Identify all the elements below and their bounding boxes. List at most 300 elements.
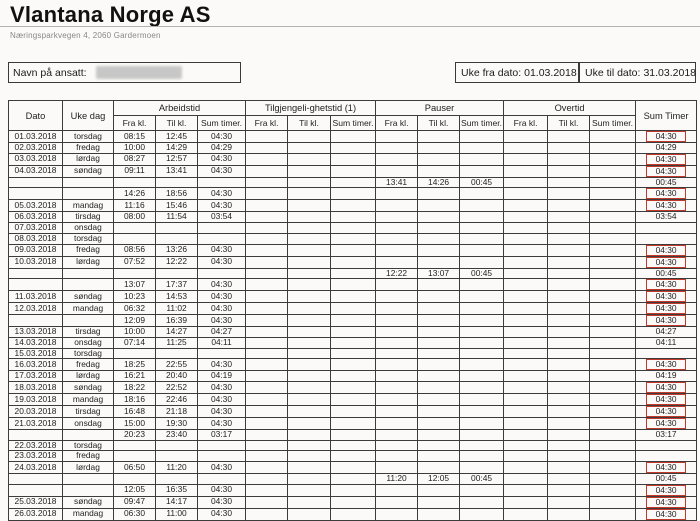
cell-arbeidstid-til: 12:57 — [156, 153, 198, 165]
table-row — [9, 268, 697, 279]
cell-dato: 26.03.2018 — [9, 508, 63, 520]
cell-overtid-sum — [590, 508, 636, 520]
cell-arbeidstid-til: 22:46 — [156, 394, 198, 406]
sum-timer-flag: 04:30 — [646, 291, 686, 302]
cell-arbeidstid-fra: 12:05 — [114, 484, 156, 496]
cell-tilgjengelighetstid-sum — [331, 143, 376, 154]
cell-overtid-til — [548, 315, 590, 327]
cell-overtid-til — [548, 131, 590, 143]
cell-dato: 15.03.2018 — [9, 348, 63, 359]
cell-tilgjengelighetstid-fra — [246, 430, 288, 441]
cell-sum-timer: 00:45 — [636, 177, 697, 188]
cell-pauser-fra: 12:22 — [376, 268, 418, 279]
cell-arbeidstid-til: 21:18 — [156, 406, 198, 418]
cell-overtid-til — [548, 327, 590, 338]
cell-tilgjengelighetstid-sum — [331, 223, 376, 234]
cell-overtid-sum — [590, 244, 636, 256]
cell-tilgjengelighetstid-fra — [246, 233, 288, 244]
cell-tilgjengelighetstid-fra — [246, 200, 288, 212]
cell-arbeidstid-til — [156, 223, 198, 234]
cell-arbeidstid-til: 13:41 — [156, 165, 198, 177]
cell-pauser-sum — [460, 327, 504, 338]
cell-pauser-sum — [460, 440, 504, 451]
cell-pauser-til — [418, 462, 460, 474]
cell-arbeidstid-fra: 10:23 — [114, 291, 156, 303]
cell-pauser-til — [418, 359, 460, 371]
col-header-ukedag: Uke dag — [63, 101, 114, 131]
cell-ukedag: søndag — [63, 291, 114, 303]
cell-overtid-sum — [590, 496, 636, 508]
cell-tilgjengelighetstid-til — [288, 348, 331, 359]
cell-sum-timer — [636, 451, 697, 462]
cell-arbeidstid-fra: 08:56 — [114, 244, 156, 256]
cell-arbeidstid-sum: 04:30 — [198, 406, 246, 418]
cell-tilgjengelighetstid-til — [288, 430, 331, 441]
cell-arbeidstid-fra — [114, 223, 156, 234]
cell-overtid-til — [548, 244, 590, 256]
cell-arbeidstid-sum: 03:54 — [198, 212, 246, 223]
subheader-til: Til kl. — [548, 116, 590, 131]
cell-dato: 12.03.2018 — [9, 303, 63, 315]
cell-arbeidstid-sum: 04:30 — [198, 131, 246, 143]
cell-ukedag: lørdag — [63, 256, 114, 268]
cell-arbeidstid-sum: 04:29 — [198, 143, 246, 154]
cell-tilgjengelighetstid-fra — [246, 131, 288, 143]
cell-tilgjengelighetstid-til — [288, 256, 331, 268]
cell-dato: 16.03.2018 — [9, 359, 63, 371]
cell-pauser-sum — [460, 462, 504, 474]
cell-pauser-fra — [376, 200, 418, 212]
cell-ukedag — [63, 268, 114, 279]
cell-tilgjengelighetstid-fra — [246, 348, 288, 359]
subheader-sum: Sum timer. — [198, 116, 246, 131]
cell-sum-timer: 04:11 — [636, 337, 697, 348]
cell-overtid-til — [548, 451, 590, 462]
cell-pauser-sum — [460, 131, 504, 143]
cell-pauser-til — [418, 291, 460, 303]
cell-arbeidstid-sum: 04:19 — [198, 371, 246, 382]
cell-sum-timer: 00:45 — [636, 474, 697, 485]
cell-tilgjengelighetstid-til — [288, 200, 331, 212]
table-row — [9, 508, 697, 520]
sum-timer-flag: 04:30 — [646, 245, 686, 256]
cell-arbeidstid-fra: 11:16 — [114, 200, 156, 212]
cell-overtid-fra — [504, 337, 548, 348]
cell-tilgjengelighetstid-sum — [331, 177, 376, 188]
cell-ukedag: fredag — [63, 143, 114, 154]
cell-tilgjengelighetstid-til — [288, 153, 331, 165]
cell-tilgjengelighetstid-til — [288, 371, 331, 382]
cell-dato: 08.03.2018 — [9, 233, 63, 244]
cell-pauser-sum — [460, 315, 504, 327]
cell-overtid-sum — [590, 165, 636, 177]
cell-arbeidstid-fra: 12:09 — [114, 315, 156, 327]
cell-arbeidstid-fra: 15:00 — [114, 418, 156, 430]
cell-arbeidstid-sum: 04:30 — [198, 244, 246, 256]
cell-pauser-fra — [376, 327, 418, 338]
subheader-til: Til kl. — [288, 116, 331, 131]
cell-ukedag: torsdag — [63, 233, 114, 244]
cell-arbeidstid-til: 20:40 — [156, 371, 198, 382]
cell-pauser-til — [418, 337, 460, 348]
cell-overtid-fra — [504, 233, 548, 244]
cell-pauser-sum — [460, 348, 504, 359]
cell-overtid-sum — [590, 268, 636, 279]
cell-sum-timer — [636, 484, 697, 496]
cell-arbeidstid-til: 19:30 — [156, 418, 198, 430]
cell-overtid-fra — [504, 474, 548, 485]
cell-arbeidstid-fra: 18:25 — [114, 359, 156, 371]
cell-arbeidstid-sum — [198, 440, 246, 451]
cell-pauser-sum — [460, 496, 504, 508]
cell-tilgjengelighetstid-sum — [331, 382, 376, 394]
table-row — [9, 484, 697, 496]
cell-overtid-fra — [504, 212, 548, 223]
cell-sum-timer — [636, 233, 697, 244]
cell-overtid-til — [548, 348, 590, 359]
cell-arbeidstid-sum: 04:30 — [198, 418, 246, 430]
cell-overtid-sum — [590, 291, 636, 303]
cell-ukedag — [63, 279, 114, 291]
cell-pauser-fra — [376, 143, 418, 154]
cell-pauser-til — [418, 418, 460, 430]
table-row — [9, 394, 697, 406]
cell-pauser-fra — [376, 359, 418, 371]
cell-tilgjengelighetstid-fra — [246, 212, 288, 223]
table-row — [9, 303, 697, 315]
table-row — [9, 430, 697, 441]
cell-pauser-fra — [376, 430, 418, 441]
cell-overtid-fra — [504, 371, 548, 382]
cell-sum-timer — [636, 223, 697, 234]
cell-pauser-sum — [460, 430, 504, 441]
cell-ukedag: lørdag — [63, 462, 114, 474]
cell-tilgjengelighetstid-sum — [331, 268, 376, 279]
cell-overtid-fra — [504, 279, 548, 291]
cell-tilgjengelighetstid-til — [288, 233, 331, 244]
cell-ukedag — [63, 177, 114, 188]
cell-pauser-fra — [376, 406, 418, 418]
cell-arbeidstid-fra — [114, 474, 156, 485]
cell-overtid-sum — [590, 223, 636, 234]
cell-overtid-sum — [590, 406, 636, 418]
cell-tilgjengelighetstid-til — [288, 279, 331, 291]
cell-pauser-sum — [460, 371, 504, 382]
cell-dato — [9, 268, 63, 279]
table-body — [9, 131, 697, 521]
cell-arbeidstid-fra — [114, 348, 156, 359]
cell-overtid-fra — [504, 256, 548, 268]
cell-arbeidstid-fra: 20:23 — [114, 430, 156, 441]
cell-overtid-sum — [590, 418, 636, 430]
cell-pauser-sum — [460, 143, 504, 154]
cell-tilgjengelighetstid-fra — [246, 223, 288, 234]
cell-overtid-sum — [590, 256, 636, 268]
cell-arbeidstid-sum: 04:30 — [198, 165, 246, 177]
sum-timer-flag: 04:30 — [646, 257, 686, 268]
cell-pauser-fra — [376, 153, 418, 165]
cell-overtid-fra — [504, 451, 548, 462]
cell-arbeidstid-fra: 18:22 — [114, 382, 156, 394]
cell-pauser-til — [418, 279, 460, 291]
cell-arbeidstid-til: 11:02 — [156, 303, 198, 315]
cell-pauser-til — [418, 153, 460, 165]
cell-overtid-fra — [504, 440, 548, 451]
week-to-value: 31.03.2018 — [643, 66, 697, 79]
cell-pauser-til — [418, 484, 460, 496]
cell-overtid-sum — [590, 440, 636, 451]
cell-tilgjengelighetstid-fra — [246, 382, 288, 394]
cell-pauser-sum — [460, 508, 504, 520]
cell-pauser-fra — [376, 223, 418, 234]
cell-tilgjengelighetstid-til — [288, 291, 331, 303]
table-row — [9, 143, 697, 154]
cell-arbeidstid-til: 14:27 — [156, 327, 198, 338]
cell-sum-timer — [636, 348, 697, 359]
cell-tilgjengelighetstid-til — [288, 223, 331, 234]
cell-pauser-sum — [460, 382, 504, 394]
cell-sum-timer — [636, 279, 697, 291]
cell-arbeidstid-sum: 04:30 — [198, 291, 246, 303]
cell-pauser-til — [418, 200, 460, 212]
cell-sum-timer — [636, 496, 697, 508]
cell-tilgjengelighetstid-til — [288, 406, 331, 418]
cell-ukedag — [63, 188, 114, 200]
cell-sum-timer — [636, 153, 697, 165]
col-header-dato: Dato — [9, 101, 63, 131]
cell-overtid-sum — [590, 279, 636, 291]
cell-pauser-til — [418, 327, 460, 338]
cell-tilgjengelighetstid-til — [288, 359, 331, 371]
cell-tilgjengelighetstid-til — [288, 462, 331, 474]
cell-tilgjengelighetstid-fra — [246, 143, 288, 154]
cell-overtid-til — [548, 382, 590, 394]
cell-pauser-sum: 00:45 — [460, 474, 504, 485]
cell-overtid-sum — [590, 382, 636, 394]
cell-overtid-sum — [590, 200, 636, 212]
col-header-overtid: Overtid — [504, 101, 636, 116]
col-header-arbeidstid: Arbeidstid — [114, 101, 246, 116]
cell-arbeidstid-fra: 06:50 — [114, 462, 156, 474]
cell-tilgjengelighetstid-til — [288, 177, 331, 188]
cell-pauser-sum — [460, 359, 504, 371]
cell-ukedag: fredag — [63, 244, 114, 256]
cell-pauser-sum — [460, 200, 504, 212]
cell-overtid-sum — [590, 430, 636, 441]
cell-overtid-fra — [504, 177, 548, 188]
cell-ukedag: mandag — [63, 200, 114, 212]
cell-tilgjengelighetstid-til — [288, 418, 331, 430]
cell-dato: 18.03.2018 — [9, 382, 63, 394]
cell-overtid-sum — [590, 131, 636, 143]
cell-tilgjengelighetstid-til — [288, 394, 331, 406]
cell-tilgjengelighetstid-fra — [246, 256, 288, 268]
cell-ukedag: fredag — [63, 359, 114, 371]
cell-overtid-sum — [590, 303, 636, 315]
cell-dato: 20.03.2018 — [9, 406, 63, 418]
cell-ukedag: torsdag — [63, 348, 114, 359]
cell-pauser-til — [418, 406, 460, 418]
cell-pauser-sum — [460, 153, 504, 165]
cell-arbeidstid-sum: 04:30 — [198, 462, 246, 474]
cell-tilgjengelighetstid-fra — [246, 291, 288, 303]
cell-sum-timer — [636, 462, 697, 474]
sum-timer-flag: 04:30 — [646, 509, 686, 520]
cell-arbeidstid-sum: 04:30 — [198, 279, 246, 291]
cell-tilgjengelighetstid-sum — [331, 394, 376, 406]
cell-tilgjengelighetstid-sum — [331, 233, 376, 244]
cell-arbeidstid-fra: 08:27 — [114, 153, 156, 165]
sum-timer-flag: 04:30 — [646, 497, 686, 508]
cell-ukedag — [63, 474, 114, 485]
cell-sum-timer — [636, 165, 697, 177]
cell-tilgjengelighetstid-sum — [331, 508, 376, 520]
cell-overtid-sum — [590, 484, 636, 496]
cell-ukedag: mandag — [63, 394, 114, 406]
cell-pauser-fra — [376, 315, 418, 327]
week-from-field — [455, 62, 579, 83]
cell-overtid-til — [548, 440, 590, 451]
col-header-sum-timer: Sum Timer — [636, 101, 697, 131]
cell-dato — [9, 430, 63, 441]
cell-dato: 13.03.2018 — [9, 327, 63, 338]
cell-arbeidstid-sum: 04:11 — [198, 337, 246, 348]
cell-tilgjengelighetstid-fra — [246, 484, 288, 496]
cell-pauser-fra — [376, 291, 418, 303]
cell-tilgjengelighetstid-fra — [246, 153, 288, 165]
cell-tilgjengelighetstid-fra — [246, 303, 288, 315]
cell-overtid-fra — [504, 315, 548, 327]
cell-tilgjengelighetstid-fra — [246, 315, 288, 327]
company-address: Næringsparkvegen 4, 2060 Gardermoen — [10, 31, 161, 40]
cell-sum-timer — [636, 359, 697, 371]
cell-arbeidstid-sum: 04:30 — [198, 484, 246, 496]
cell-arbeidstid-sum: 04:30 — [198, 188, 246, 200]
cell-pauser-sum: 00:45 — [460, 177, 504, 188]
cell-overtid-fra — [504, 327, 548, 338]
cell-overtid-fra — [504, 223, 548, 234]
cell-sum-timer — [636, 382, 697, 394]
cell-tilgjengelighetstid-sum — [331, 153, 376, 165]
cell-dato — [9, 279, 63, 291]
cell-pauser-til — [418, 496, 460, 508]
redacted-name-value — [96, 66, 182, 79]
cell-arbeidstid-sum: 04:30 — [198, 508, 246, 520]
table-row — [9, 382, 697, 394]
cell-tilgjengelighetstid-fra — [246, 337, 288, 348]
cell-tilgjengelighetstid-sum — [331, 430, 376, 441]
cell-pauser-til — [418, 188, 460, 200]
subheader-til: Til kl. — [156, 116, 198, 131]
cell-arbeidstid-fra: 14:26 — [114, 188, 156, 200]
cell-pauser-til — [418, 212, 460, 223]
cell-pauser-til — [418, 394, 460, 406]
cell-sum-timer — [636, 244, 697, 256]
cell-arbeidstid-sum — [198, 233, 246, 244]
table-row — [9, 337, 697, 348]
cell-arbeidstid-sum: 03:17 — [198, 430, 246, 441]
cell-tilgjengelighetstid-sum — [331, 496, 376, 508]
cell-overtid-fra — [504, 382, 548, 394]
table-row — [9, 451, 697, 462]
table-row — [9, 348, 697, 359]
cell-overtid-fra — [504, 394, 548, 406]
cell-overtid-til — [548, 496, 590, 508]
cell-tilgjengelighetstid-til — [288, 337, 331, 348]
sum-timer-flag: 04:30 — [646, 418, 686, 429]
cell-overtid-til — [548, 418, 590, 430]
cell-ukedag — [63, 315, 114, 327]
cell-overtid-sum — [590, 474, 636, 485]
table-row — [9, 233, 697, 244]
cell-arbeidstid-til — [156, 268, 198, 279]
cell-pauser-fra — [376, 484, 418, 496]
cell-pauser-sum — [460, 394, 504, 406]
cell-sum-timer: 00:45 — [636, 268, 697, 279]
cell-sum-timer — [636, 131, 697, 143]
cell-overtid-til — [548, 212, 590, 223]
cell-pauser-til — [418, 223, 460, 234]
sum-timer-flag: 04:30 — [646, 394, 686, 405]
cell-ukedag: mandag — [63, 508, 114, 520]
cell-pauser-fra — [376, 394, 418, 406]
cell-tilgjengelighetstid-til — [288, 303, 331, 315]
cell-tilgjengelighetstid-fra — [246, 268, 288, 279]
table-row — [9, 291, 697, 303]
cell-overtid-fra — [504, 291, 548, 303]
sum-timer-flag: 04:30 — [646, 154, 686, 165]
cell-pauser-fra — [376, 382, 418, 394]
cell-pauser-fra — [376, 279, 418, 291]
cell-dato: 23.03.2018 — [9, 451, 63, 462]
cell-overtid-til — [548, 268, 590, 279]
cell-dato: 21.03.2018 — [9, 418, 63, 430]
cell-arbeidstid-til: 14:17 — [156, 496, 198, 508]
cell-dato — [9, 188, 63, 200]
cell-tilgjengelighetstid-fra — [246, 418, 288, 430]
cell-tilgjengelighetstid-fra — [246, 496, 288, 508]
cell-ukedag: søndag — [63, 165, 114, 177]
cell-arbeidstid-fra: 06:30 — [114, 508, 156, 520]
header-group-row — [9, 101, 697, 116]
cell-tilgjengelighetstid-sum — [331, 188, 376, 200]
cell-sum-timer — [636, 188, 697, 200]
cell-arbeidstid-til — [156, 440, 198, 451]
table-row — [9, 474, 697, 485]
cell-arbeidstid-til: 11:20 — [156, 462, 198, 474]
cell-arbeidstid-til: 22:55 — [156, 359, 198, 371]
table-row — [9, 371, 697, 382]
cell-overtid-sum — [590, 188, 636, 200]
cell-arbeidstid-til: 16:35 — [156, 484, 198, 496]
sum-timer-flag: 04:30 — [646, 131, 686, 142]
cell-pauser-til — [418, 430, 460, 441]
cell-arbeidstid-sum: 04:30 — [198, 153, 246, 165]
cell-tilgjengelighetstid-sum — [331, 440, 376, 451]
cell-arbeidstid-fra: 08:15 — [114, 131, 156, 143]
cell-arbeidstid-til: 11:00 — [156, 508, 198, 520]
cell-overtid-til — [548, 474, 590, 485]
cell-dato: 03.03.2018 — [9, 153, 63, 165]
cell-overtid-til — [548, 279, 590, 291]
cell-pauser-til — [418, 233, 460, 244]
cell-arbeidstid-til: 18:56 — [156, 188, 198, 200]
cell-arbeidstid-fra — [114, 440, 156, 451]
cell-tilgjengelighetstid-fra — [246, 462, 288, 474]
cell-tilgjengelighetstid-sum — [331, 337, 376, 348]
cell-arbeidstid-fra — [114, 451, 156, 462]
cell-pauser-til: 13:07 — [418, 268, 460, 279]
